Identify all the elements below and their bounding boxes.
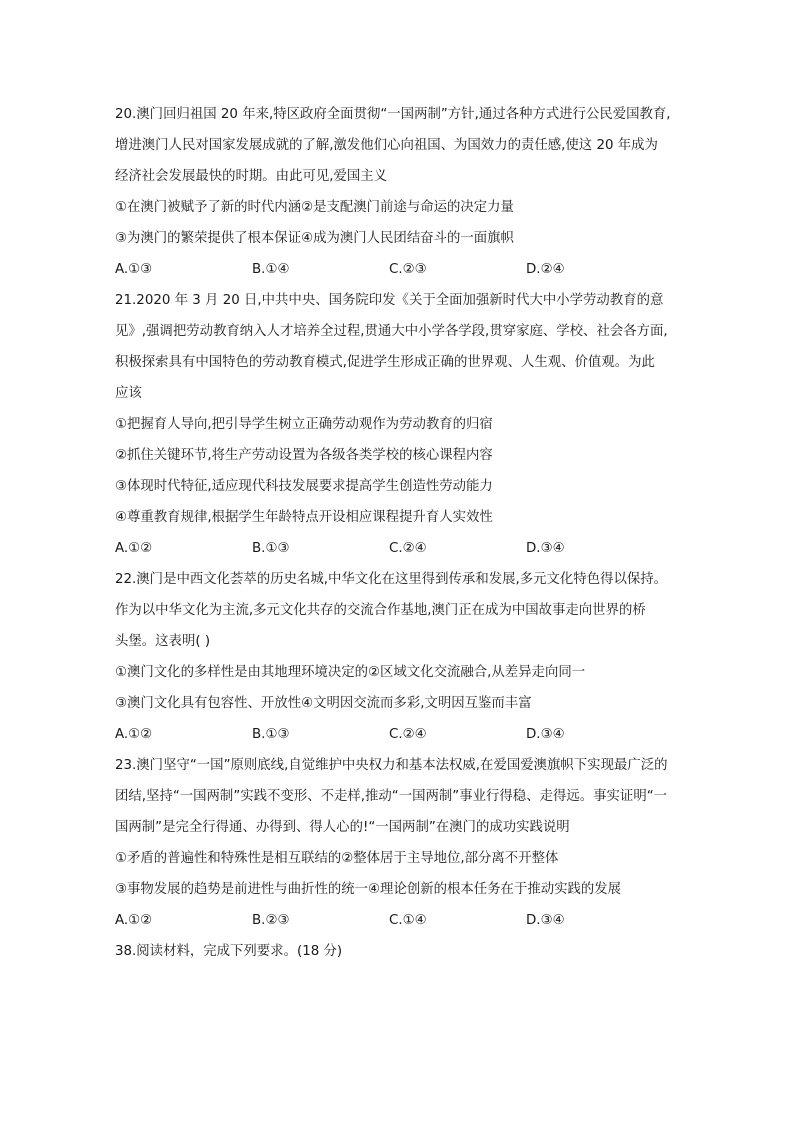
- option-c: C.①④: [389, 913, 427, 928]
- question-stem-line: 国两制”是完全行得通、办得到、得人心的!“一国两制”在澳门的成功实践说明: [115, 820, 570, 835]
- option-d: D.③④: [526, 913, 565, 928]
- question-stem-line: 应该: [115, 386, 142, 401]
- question-stem-line: 团结,坚持“一国两制”实践不变形、不走样,推动“一国两制”事业行得稳、走得远。事实证明“一: [115, 789, 668, 804]
- question-stem-line: 作为以中华文化为主流,多元文化共存的交流合作基地,澳门正在成为中国故事走向世界的桥: [115, 603, 646, 618]
- question-20: [115, 99, 685, 285]
- option-b: B.②③: [252, 913, 290, 928]
- statement-line: ①把握育人导向,把引导学生树立正确劳动观作为劳动教育的归宿: [115, 417, 493, 432]
- answer-options: [115, 719, 685, 750]
- option-b: B.①③: [252, 541, 290, 556]
- answer-options: [115, 905, 685, 936]
- option-a: A.①②: [115, 913, 153, 928]
- question-stem-line: 21.2020 年 3 月 20 日,中共中央、国务院印发《关于全面加强新时代大中小学劳动教育的意: [115, 293, 664, 308]
- question-22: [115, 564, 685, 750]
- option-d: D.③④: [526, 541, 565, 556]
- answer-options: [115, 533, 685, 564]
- question-stem-line: 23.澳门坚守“一国”原则底线,自觉维护中央权力和基本法权威,在爱国爱澳旗帜下实现最广泛的: [115, 758, 668, 773]
- question-23: [115, 750, 685, 936]
- option-d: D.②④: [526, 262, 565, 277]
- question-stem-line: 22.澳门是中西文化荟萃的历史名城,中华文化在这里得到传承和发展,多元文化特色得以保持。: [115, 572, 668, 587]
- question-stem-line: 经济社会发展最快的时期。由此可见,爱国主义: [115, 169, 388, 184]
- statement-line: ④尊重教育规律,根据学生年龄特点开设相应课程提升育人实效性: [115, 510, 493, 525]
- question-stem-line: 38.阅读材料，完成下列要求。(18 分): [115, 944, 343, 959]
- question-21: [115, 285, 685, 564]
- option-a: A.①②: [115, 541, 153, 556]
- option-b: B.①④: [252, 262, 290, 277]
- option-c: C.②④: [389, 541, 427, 556]
- question-38: [115, 936, 685, 967]
- statement-line: ③澳门文化具有包容性、开放性④文明因交流而多彩,文明因互鉴而丰富: [115, 696, 532, 711]
- question-stem-line: 头堡。这表明( ): [115, 634, 211, 649]
- statement-line: ②抓住关键环节,将生产劳动设置为各级各类学校的核心课程内容: [115, 448, 493, 463]
- statement-line: ③为澳门的繁荣提供了根本保证④成为澳门人民团结奋斗的一面旗帜: [115, 231, 514, 246]
- statement-line: ③事物发展的趋势是前进性与曲折性的统一④理论创新的根本任务在于推动实践的发展: [115, 882, 622, 897]
- statement-line: ①在澳门被赋予了新的时代内涵②是支配澳门前途与命运的决定力量: [115, 200, 514, 215]
- statement-line: ③体现时代特征,适应现代科技发展要求提高学生创造性劳动能力: [115, 479, 493, 494]
- statement-line: ①矛盾的普遍性和特殊性是相互联结的②整体居于主导地位,部分离不开整体: [115, 851, 559, 866]
- option-a: A.①③: [115, 262, 153, 277]
- option-b: B.①③: [252, 727, 290, 742]
- question-stem-line: 20.澳门回归祖国 20 年来,特区政府全面贯彻“一国两制”方针,通过各种方式进行公民爱国教育,: [115, 107, 671, 122]
- option-c: C.②④: [389, 727, 427, 742]
- question-list: [115, 99, 685, 967]
- question-stem-line: 增进澳门人民对国家发展成就的了解,激发他们心向祖国、为国效力的责任感,使这 20 年成为: [115, 138, 658, 153]
- option-a: A.①②: [115, 727, 153, 742]
- question-stem-line: 见》,强调把劳动教育纳入人才培养全过程,贯通大中小学各学段,贯穿家庭、学校、社会各方面,: [115, 324, 668, 339]
- statement-line: ①澳门文化的多样性是由其地理环境决定的②区域文化交流融合,从差异走向同一: [115, 665, 586, 680]
- option-d: D.③④: [526, 727, 565, 742]
- option-c: C.②③: [389, 262, 427, 277]
- answer-options: [115, 254, 685, 285]
- question-stem-line: 积极探索具有中国特色的劳动教育模式,促进学生形成正确的世界观、人生观、价值观。为此: [115, 355, 655, 370]
